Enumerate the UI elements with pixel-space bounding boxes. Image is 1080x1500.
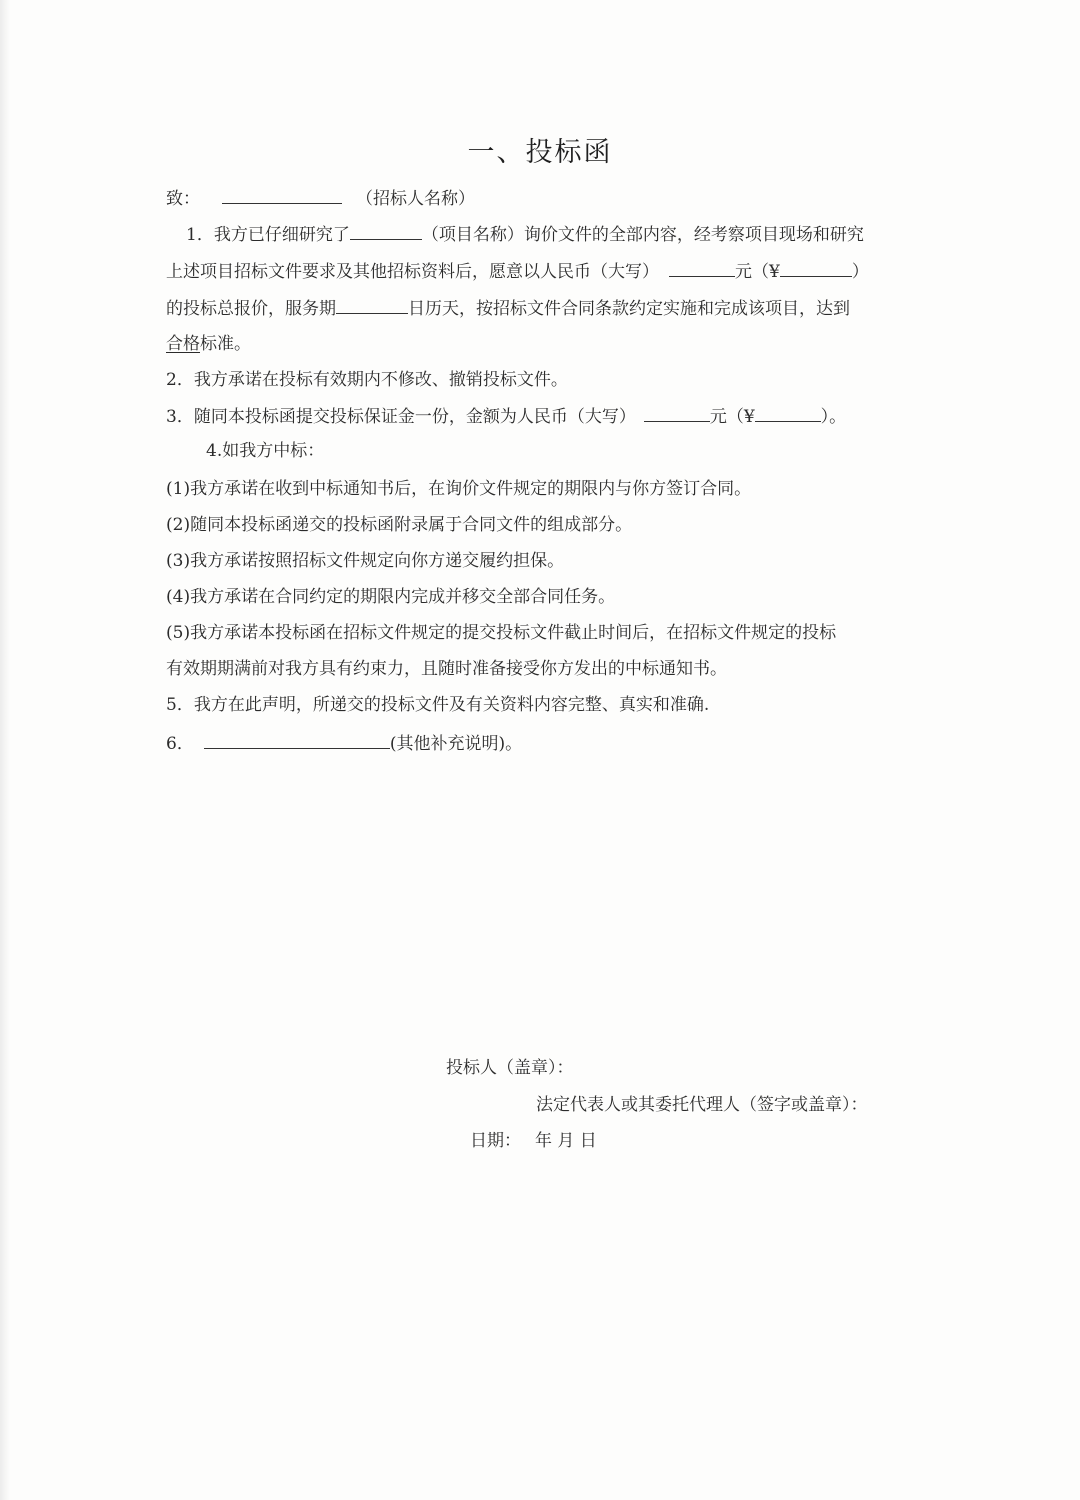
project-name-blank	[350, 222, 422, 240]
item6-line: 6． (其他补充说明)。	[166, 731, 522, 756]
date-label: 日期：	[470, 1131, 521, 1151]
item5-line: 5．我方在此声明，所递交的投标文件及有关资料内容完整、真实和准确.	[166, 695, 710, 715]
supplementary-note-blank	[204, 731, 390, 749]
item1-line3: 的投标总报价，服务期 日历天，按招标文件合同条款约定实施和完成该项目，达到	[166, 296, 850, 321]
sub2-line: (2)随同本投标函递交的投标函附录属于合同文件的组成部分。	[166, 515, 633, 535]
sub4-line: (4)我方承诺在合同约定的期限内完成并移交全部合同任务。	[166, 587, 616, 607]
scan-edge-shadow	[0, 0, 10, 1500]
item2-line: 2．我方承诺在投标有效期内不修改、撤销投标文件。	[166, 370, 568, 390]
document-title: 一、投标函	[467, 137, 613, 168]
bid-amount-figures-blank	[780, 259, 852, 277]
bond-amount-figures-blank	[755, 404, 821, 422]
date-line	[470, 1129, 597, 1153]
bid-amount-words-blank	[669, 259, 735, 277]
date-fields: 年 月 日	[535, 1131, 597, 1151]
representative-signature-label: 法定代表人或其委托代理人（签字或盖章）：	[536, 1095, 868, 1115]
addressee-prefix: 致：	[166, 189, 200, 209]
item1-line4: 合格标准。	[166, 334, 251, 354]
sub1-line: (1)我方承诺在收到中标通知书后，在询价文件规定的期限内与你方签订合同。	[166, 479, 752, 499]
sub5-line2: 有效期期满前对我方具有约束力，且随时准备接受你方发出的中标通知书。	[166, 659, 727, 679]
quality-standard: 合格	[166, 334, 200, 354]
item1-line1: 1．我方已仔细研究了 （项目名称）询价文件的全部内容，经考察项目现场和研究	[186, 222, 864, 247]
addressee-suffix: （招标人名称）	[356, 189, 475, 209]
item3-line: 3．随同本投标函提交投标保证金一份，金额为人民币（大写） 元（¥ ）。	[166, 404, 846, 429]
bond-amount-words-blank	[644, 404, 710, 422]
bidder-seal-label: 投标人（盖章）：	[446, 1058, 574, 1078]
sub3-line: (3)我方承诺按照招标文件规定向你方递交履约担保。	[166, 551, 565, 571]
item4-line: 4.如我方中标：	[206, 441, 325, 461]
item1-line2: 上述项目招标文件要求及其他招标资料后，愿意以人民币（大写） 元（¥ ）	[166, 259, 869, 284]
sub5-line1: (5)我方承诺本投标函在招标文件规定的提交投标文件截止时间后，在招标文件规定的投标	[166, 623, 837, 643]
addressee-line	[166, 186, 475, 211]
service-period-blank	[336, 296, 408, 314]
addressee-blank	[222, 186, 342, 204]
